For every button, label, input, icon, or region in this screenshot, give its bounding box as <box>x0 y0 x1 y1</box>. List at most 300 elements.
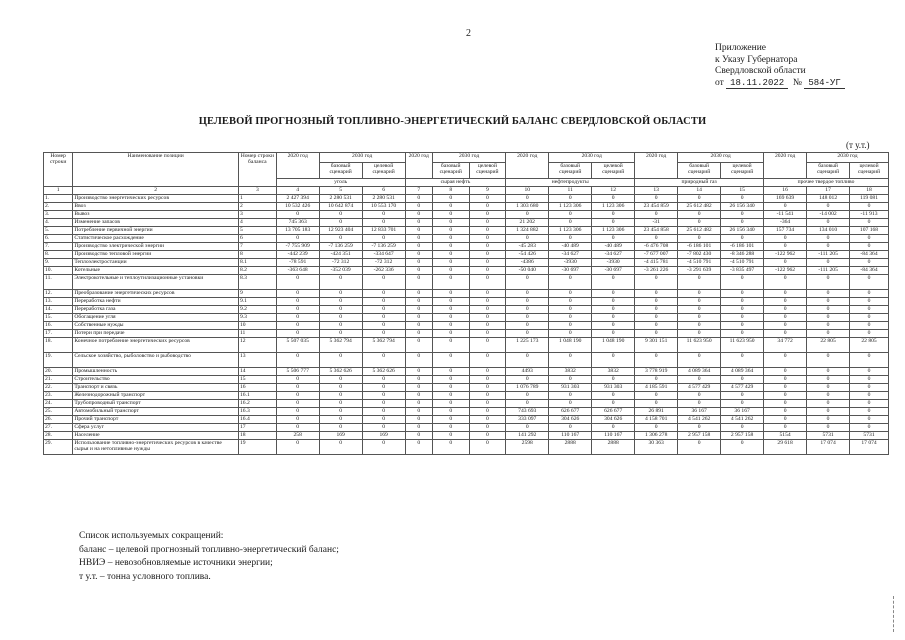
decree-date: 18.11.2022 <box>726 78 788 89</box>
value-cell: 12 923 404 <box>319 227 362 235</box>
balance-line-cell: 16.1 <box>238 392 276 400</box>
column-number-cell: 13 <box>635 187 678 195</box>
value-cell: -3930 <box>549 259 592 267</box>
value-cell: 1 123 306 <box>549 227 592 235</box>
value-cell: 0 <box>721 195 764 203</box>
value-cell: 0 <box>592 400 635 408</box>
value-cell: 0 <box>506 392 549 400</box>
value-cell: 0 <box>405 211 432 219</box>
row-number-cell: 8. <box>44 251 73 259</box>
value-cell: -84 364 <box>850 267 889 275</box>
value-cell: 0 <box>592 353 635 368</box>
value-cell: 0 <box>764 392 807 400</box>
value-cell: 0 <box>432 330 469 338</box>
value-cell: 5 507 035 <box>276 338 319 353</box>
value-cell: 0 <box>432 440 469 455</box>
value-cell: 0 <box>506 322 549 330</box>
value-cell: 0 <box>469 424 506 432</box>
table-row <box>44 440 889 455</box>
value-cell: 0 <box>764 416 807 424</box>
column-number-cell: 8 <box>432 187 469 195</box>
value-cell: 26 891 <box>635 408 678 416</box>
value-cell: 0 <box>592 392 635 400</box>
table-row <box>44 243 889 251</box>
value-cell: 0 <box>469 267 506 275</box>
value-cell: 0 <box>721 330 764 338</box>
position-name-cell: Конечное потребление энергетических ресурсов <box>73 338 239 353</box>
value-cell: 0 <box>276 408 319 416</box>
row-number-cell: 12. <box>44 290 73 298</box>
value-cell: 0 <box>276 235 319 243</box>
value-cell: 22 805 <box>807 338 850 353</box>
value-cell: 1 123 306 <box>592 227 635 235</box>
value-cell: 0 <box>807 392 850 400</box>
value-cell: 0 <box>635 235 678 243</box>
value-cell: 0 <box>432 416 469 424</box>
row-number-cell: 4. <box>44 219 73 227</box>
value-cell: 0 <box>432 408 469 416</box>
value-cell: 17 074 <box>807 440 850 455</box>
header-oil-target: целевой сценарий <box>469 163 506 179</box>
balance-line-cell: 8.1 <box>238 259 276 267</box>
value-cell: 0 <box>276 322 319 330</box>
table-row <box>44 275 889 290</box>
value-cell: 0 <box>721 306 764 314</box>
column-number-cell: 15 <box>721 187 764 195</box>
value-cell: 3832 <box>592 368 635 376</box>
abbreviation-item: НВИЭ – невозобновляемые источники энергии; <box>79 558 273 568</box>
value-cell: 0 <box>432 400 469 408</box>
table-row <box>44 353 889 368</box>
position-name-cell: Строительство <box>73 376 239 384</box>
row-number-cell: 22. <box>44 384 73 392</box>
value-cell: 0 <box>764 298 807 306</box>
value-cell: -34 627 <box>592 251 635 259</box>
value-cell: 0 <box>506 195 549 203</box>
balance-line-cell: 9 <box>238 290 276 298</box>
value-cell: 0 <box>432 203 469 211</box>
value-cell: 0 <box>432 211 469 219</box>
value-cell: 0 <box>469 235 506 243</box>
column-number-cell: 11 <box>549 187 592 195</box>
value-cell: 0 <box>405 306 432 314</box>
value-cell: -262 336 <box>362 267 405 275</box>
balance-line-cell: 5 <box>238 227 276 235</box>
value-cell: 0 <box>432 376 469 384</box>
position-name-cell: Вывоз <box>73 211 239 219</box>
value-cell: 0 <box>850 290 889 298</box>
balance-line-cell: 17 <box>238 424 276 432</box>
value-cell: 169 639 <box>764 195 807 203</box>
value-cell: -3 291 639 <box>678 267 721 275</box>
value-cell: 21 202 <box>506 219 549 227</box>
value-cell: 0 <box>405 243 432 251</box>
value-cell: 0 <box>506 330 549 338</box>
table-row <box>44 432 889 440</box>
value-cell: 157 734 <box>764 227 807 235</box>
value-cell: -364 <box>764 219 807 227</box>
value-cell: 0 <box>764 243 807 251</box>
balance-line-cell: 19 <box>238 440 276 455</box>
header-coal-2030: 2030 год <box>319 153 405 163</box>
value-cell: 0 <box>432 275 469 290</box>
value-cell: 0 <box>635 392 678 400</box>
value-cell: 0 <box>432 267 469 275</box>
value-cell: 0 <box>469 203 506 211</box>
row-number-cell: 13. <box>44 298 73 306</box>
value-cell: 0 <box>678 290 721 298</box>
value-cell: 0 <box>469 432 506 440</box>
value-cell: 0 <box>405 432 432 440</box>
value-cell: 0 <box>807 203 850 211</box>
balance-line-cell: 8.2 <box>238 267 276 275</box>
balance-line-cell: 8 <box>238 251 276 259</box>
header-petro-2020: 2020 год <box>506 153 549 179</box>
value-cell: 0 <box>469 322 506 330</box>
value-cell: 0 <box>850 384 889 392</box>
abbreviations-block <box>79 530 339 584</box>
value-cell: 0 <box>405 259 432 267</box>
value-cell: -31 <box>635 219 678 227</box>
value-cell: -72 312 <box>362 259 405 267</box>
position-name-cell: Трубопроводный транспорт <box>73 400 239 408</box>
value-cell: 626 677 <box>592 408 635 416</box>
value-cell: -111 205 <box>807 267 850 275</box>
value-cell: 169 <box>362 432 405 440</box>
header-gas-target: целевой сценарий <box>721 163 764 179</box>
column-number-cell: 4 <box>276 187 319 195</box>
value-cell: 0 <box>405 338 432 353</box>
value-cell: 5 362 626 <box>362 368 405 376</box>
abbreviations-heading: Список используемых сокращений: <box>79 531 224 541</box>
value-cell: 0 <box>362 384 405 392</box>
row-number-cell: 1. <box>44 195 73 203</box>
value-cell: 0 <box>432 306 469 314</box>
value-cell: -7 755 909 <box>276 243 319 251</box>
row-number-cell: 7. <box>44 243 73 251</box>
value-cell: 10 532 426 <box>276 203 319 211</box>
value-cell: 0 <box>592 219 635 227</box>
value-cell: 743 693 <box>506 408 549 416</box>
value-cell: -7 802 430 <box>678 251 721 259</box>
balance-line-cell: 18 <box>238 432 276 440</box>
value-cell: 5 362 626 <box>319 368 362 376</box>
value-cell: 0 <box>721 275 764 290</box>
value-cell: -7 136 259 <box>362 243 405 251</box>
value-cell: 0 <box>362 408 405 416</box>
table-row <box>44 219 889 227</box>
value-cell: 0 <box>469 416 506 424</box>
row-number-cell: 15. <box>44 314 73 322</box>
value-cell: 3832 <box>549 368 592 376</box>
value-cell: 0 <box>850 408 889 416</box>
value-cell: 0 <box>362 211 405 219</box>
value-cell: 0 <box>405 251 432 259</box>
value-cell: 0 <box>432 227 469 235</box>
row-number-cell: 18. <box>44 338 73 353</box>
balance-line-cell: 11 <box>238 330 276 338</box>
value-cell: 0 <box>807 400 850 408</box>
balance-line-cell: 9.1 <box>238 298 276 306</box>
value-cell: 0 <box>405 322 432 330</box>
value-cell: 0 <box>635 322 678 330</box>
table-row <box>44 267 889 275</box>
value-cell: 0 <box>276 314 319 322</box>
value-cell: -30 697 <box>592 267 635 275</box>
value-cell: 0 <box>432 392 469 400</box>
value-cell: 0 <box>549 376 592 384</box>
value-cell: 4 089 364 <box>721 368 764 376</box>
value-cell: 0 <box>549 235 592 243</box>
position-name-cell: Собственные нужды <box>73 322 239 330</box>
value-cell: 1 123 306 <box>592 203 635 211</box>
value-cell: 0 <box>506 275 549 290</box>
table-row <box>44 424 889 432</box>
value-cell: 0 <box>276 353 319 368</box>
table-row <box>44 227 889 235</box>
value-cell: 0 <box>635 298 678 306</box>
position-name-cell: Ввоз <box>73 203 239 211</box>
value-cell: 36 167 <box>678 408 721 416</box>
header-solid-2030: 2030 год <box>807 153 889 163</box>
value-cell: -78 591 <box>276 259 319 267</box>
column-number-cell: 3 <box>238 187 276 195</box>
units-label: (т у.т.) <box>846 140 870 150</box>
position-name-cell: Прочий транспорт <box>73 416 239 424</box>
position-name-cell: Изменение запасов <box>73 219 239 227</box>
value-cell: 0 <box>850 392 889 400</box>
value-cell: 0 <box>432 368 469 376</box>
value-cell: 23 454 858 <box>635 227 678 235</box>
value-cell: 0 <box>469 243 506 251</box>
value-cell: -6 186 101 <box>721 243 764 251</box>
value-cell: 0 <box>319 416 362 424</box>
value-cell: 1 324 882 <box>506 227 549 235</box>
value-cell: 0 <box>432 195 469 203</box>
value-cell: 0 <box>405 440 432 455</box>
value-cell: 0 <box>469 376 506 384</box>
value-cell: 0 <box>506 298 549 306</box>
header-group-petro: нефтепродукты <box>506 179 635 187</box>
balance-line-cell: 1 <box>238 195 276 203</box>
value-cell: -14 002 <box>807 211 850 219</box>
value-cell: 0 <box>850 368 889 376</box>
value-cell: -363 648 <box>276 267 319 275</box>
value-cell: 0 <box>319 290 362 298</box>
appendix-line-1: Приложение <box>715 43 766 53</box>
value-cell: 0 <box>850 314 889 322</box>
value-cell: 0 <box>678 275 721 290</box>
page-number: 2 <box>466 28 471 39</box>
value-cell: 0 <box>469 290 506 298</box>
value-cell: 0 <box>405 290 432 298</box>
value-cell: 0 <box>807 322 850 330</box>
value-cell: 0 <box>432 251 469 259</box>
row-number-cell: 11. <box>44 275 73 290</box>
value-cell: 0 <box>506 211 549 219</box>
value-cell: -352 039 <box>319 267 362 275</box>
value-cell: -122 962 <box>764 267 807 275</box>
value-cell: 0 <box>678 314 721 322</box>
balance-line-cell: 10 <box>238 322 276 330</box>
value-cell: 0 <box>362 400 405 408</box>
value-cell: 0 <box>807 376 850 384</box>
value-cell: 29 618 <box>764 440 807 455</box>
value-cell: -6 186 101 <box>678 243 721 251</box>
value-cell: 0 <box>549 306 592 314</box>
value-cell: 0 <box>592 290 635 298</box>
header-oil-2030: 2030 год <box>432 153 505 163</box>
value-cell: 0 <box>432 384 469 392</box>
value-cell: 304 626 <box>592 416 635 424</box>
value-cell: 10 642 874 <box>319 203 362 211</box>
value-cell: 626 677 <box>549 408 592 416</box>
value-cell: 23 454 859 <box>635 203 678 211</box>
value-cell: 0 <box>850 203 889 211</box>
value-cell: 0 <box>807 306 850 314</box>
row-number-cell: 26. <box>44 416 73 424</box>
value-cell: -40 489 <box>549 243 592 251</box>
value-cell: 0 <box>432 259 469 267</box>
value-cell: 0 <box>405 219 432 227</box>
value-cell: 0 <box>807 235 850 243</box>
table-row <box>44 203 889 211</box>
value-cell: 0 <box>592 298 635 306</box>
value-cell: 12 833 701 <box>362 227 405 235</box>
value-cell: -4 510 791 <box>678 259 721 267</box>
value-cell: 0 <box>405 416 432 424</box>
column-number-cell: 7 <box>405 187 432 195</box>
table-row <box>44 235 889 243</box>
value-cell: 931 303 <box>592 384 635 392</box>
header-group-gas: природный газ <box>635 179 764 187</box>
balance-line-cell: 13 <box>238 353 276 368</box>
value-cell: -40 489 <box>592 243 635 251</box>
value-cell: 0 <box>319 306 362 314</box>
value-cell: 2 280 531 <box>362 195 405 203</box>
table-row <box>44 392 889 400</box>
balance-line-cell: 16.4 <box>238 416 276 424</box>
table-row <box>44 290 889 298</box>
value-cell: 5154 <box>764 432 807 440</box>
value-cell: 0 <box>850 376 889 384</box>
column-number-cell: 1 <box>44 187 73 195</box>
value-cell: 26 156 340 <box>721 227 764 235</box>
value-cell: 0 <box>721 400 764 408</box>
balance-line-cell: 16.3 <box>238 408 276 416</box>
position-name-cell: Статистическое расхождение <box>73 235 239 243</box>
value-cell: 0 <box>276 275 319 290</box>
column-number-cell: 17 <box>807 187 850 195</box>
value-cell: 0 <box>405 195 432 203</box>
balance-table <box>43 152 889 455</box>
value-cell: -3 835 497 <box>721 267 764 275</box>
value-cell: 0 <box>549 195 592 203</box>
value-cell: 0 <box>678 211 721 219</box>
value-cell: 0 <box>807 416 850 424</box>
value-cell: 17 074 <box>850 440 889 455</box>
value-cell: 1 048 190 <box>549 338 592 353</box>
value-cell: 0 <box>592 211 635 219</box>
header-coal-2020: 2020 год <box>276 153 319 179</box>
balance-line-cell: 12 <box>238 338 276 353</box>
table-row <box>44 211 889 219</box>
value-cell: 0 <box>592 314 635 322</box>
table-row <box>44 314 889 322</box>
value-cell: 0 <box>850 259 889 267</box>
value-cell: 0 <box>469 227 506 235</box>
value-cell: 0 <box>432 322 469 330</box>
value-cell: 0 <box>721 314 764 322</box>
row-number-cell: 14. <box>44 306 73 314</box>
value-cell: 0 <box>850 243 889 251</box>
value-cell: 0 <box>469 338 506 353</box>
value-cell: 2 957 158 <box>721 432 764 440</box>
position-name-cell: Промышленность <box>73 368 239 376</box>
value-cell: 0 <box>807 314 850 322</box>
value-cell: 0 <box>362 219 405 227</box>
value-cell: 0 <box>678 322 721 330</box>
value-cell: 0 <box>850 330 889 338</box>
value-cell: 0 <box>850 298 889 306</box>
value-cell: 0 <box>549 290 592 298</box>
value-cell: 0 <box>405 235 432 243</box>
value-cell: 0 <box>362 290 405 298</box>
value-cell: 0 <box>549 392 592 400</box>
header-coal-target: целевой сценарий <box>362 163 405 179</box>
value-cell: 0 <box>506 376 549 384</box>
value-cell: 0 <box>592 195 635 203</box>
value-cell: 0 <box>635 195 678 203</box>
value-cell: 0 <box>362 306 405 314</box>
value-cell: 0 <box>678 424 721 432</box>
value-cell: 0 <box>721 290 764 298</box>
value-cell: 0 <box>506 290 549 298</box>
value-cell: 0 <box>721 440 764 455</box>
header-gas-2020: 2020 год <box>635 153 678 179</box>
value-cell: 30 363 <box>635 440 678 455</box>
header-oil-2020: 2020 год <box>405 153 432 179</box>
value-cell: 0 <box>850 322 889 330</box>
header-solid-2020: 2020 год <box>764 153 807 179</box>
value-cell: 0 <box>362 235 405 243</box>
value-cell: 0 <box>276 392 319 400</box>
header-oil-base: базовый сценарий <box>432 163 469 179</box>
value-cell: 0 <box>362 322 405 330</box>
value-cell: 0 <box>469 314 506 322</box>
header-position: Наименование позиции <box>73 153 239 187</box>
value-cell: -7 136 259 <box>319 243 362 251</box>
position-name-cell: Переработка нефти <box>73 298 239 306</box>
value-cell: 11 623 950 <box>678 338 721 353</box>
value-cell: 3 778 919 <box>635 368 678 376</box>
abbreviation-item: т у.т. – тонна условного топлива. <box>79 571 211 582</box>
value-cell: 0 <box>549 353 592 368</box>
balance-line-cell: 6 <box>238 235 276 243</box>
value-cell: -84 364 <box>850 251 889 259</box>
value-cell: 0 <box>635 424 678 432</box>
value-cell: 0 <box>850 306 889 314</box>
value-cell: 0 <box>405 227 432 235</box>
position-name-cell: Сельское хозяйство, рыболовство и рыбоводство <box>73 353 239 368</box>
value-cell: 0 <box>319 353 362 368</box>
table-row <box>44 322 889 330</box>
value-cell: 0 <box>721 235 764 243</box>
value-cell: 0 <box>764 203 807 211</box>
value-cell: 4 541 262 <box>721 416 764 424</box>
value-cell: 0 <box>678 400 721 408</box>
value-cell: 22 805 <box>850 338 889 353</box>
